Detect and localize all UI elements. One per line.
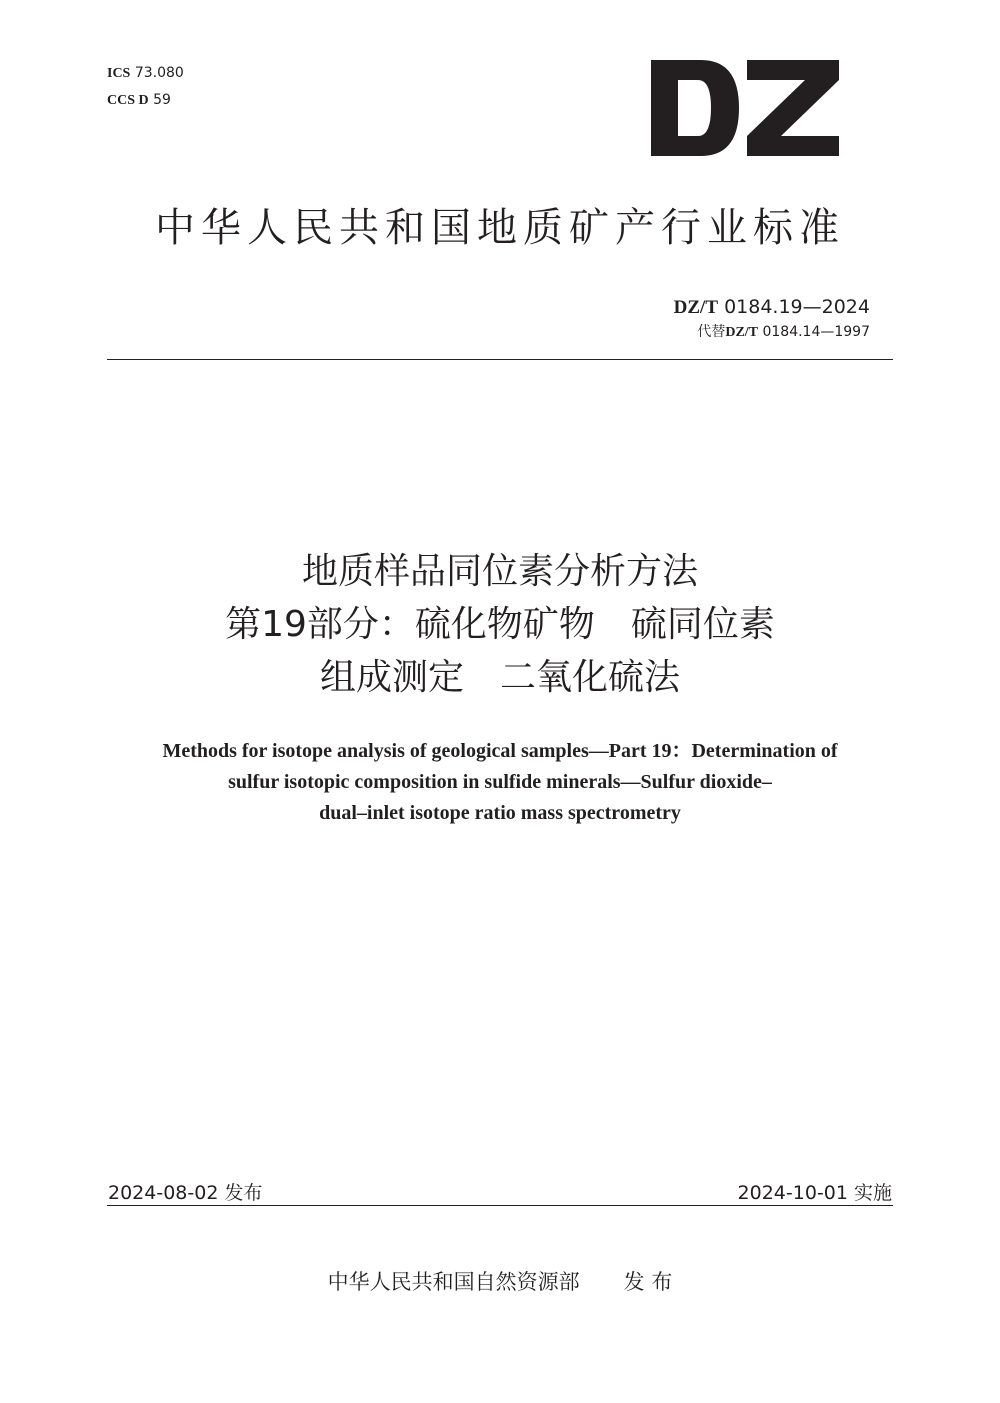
publisher-name: 中华人民共和国自然资源部 xyxy=(327,1270,580,1294)
title-en-line-3: dual–inlet isotope ratio mass spectrometry xyxy=(319,802,681,824)
footer-divider xyxy=(107,1205,893,1206)
issue-date: 2024-08-02 发布 xyxy=(108,1182,263,1204)
dz-logo xyxy=(651,60,841,156)
title-cn-line-2: 第19部分：硫化物矿物 硫同位素 xyxy=(225,604,775,645)
replaced-standard: 代替DZ/T 0184.14—1997 xyxy=(697,324,870,340)
logo-letter-z xyxy=(747,60,839,156)
ccs-code: CCS D 59 xyxy=(107,92,171,108)
title-en-line-2: sulfur isotopic composition in sulfide minerals—Sulfur dioxide– xyxy=(228,771,772,793)
publisher-action: 发 布 xyxy=(623,1270,673,1294)
title-en-line-1: Methods for isotope analysis of geological samples—Part 19：Determination of xyxy=(162,740,838,762)
title-cn-line-1: 地质样品同位素分析方法 xyxy=(301,551,698,592)
implement-date: 2024-10-01 实施 xyxy=(737,1182,892,1204)
ics-code: ICS 73.080 xyxy=(107,65,184,81)
classification-codes xyxy=(107,60,184,114)
header-divider xyxy=(107,359,893,360)
standard-number: DZ/T 0184.19—2024 xyxy=(673,296,870,318)
industry-standard-title: 中华人民共和国地质矿产行业标准 xyxy=(155,205,845,251)
title-cn-line-3: 组成测定 二氧化硫法 xyxy=(319,657,680,698)
logo-letter-d xyxy=(651,60,739,156)
publisher xyxy=(0,1266,1000,1298)
